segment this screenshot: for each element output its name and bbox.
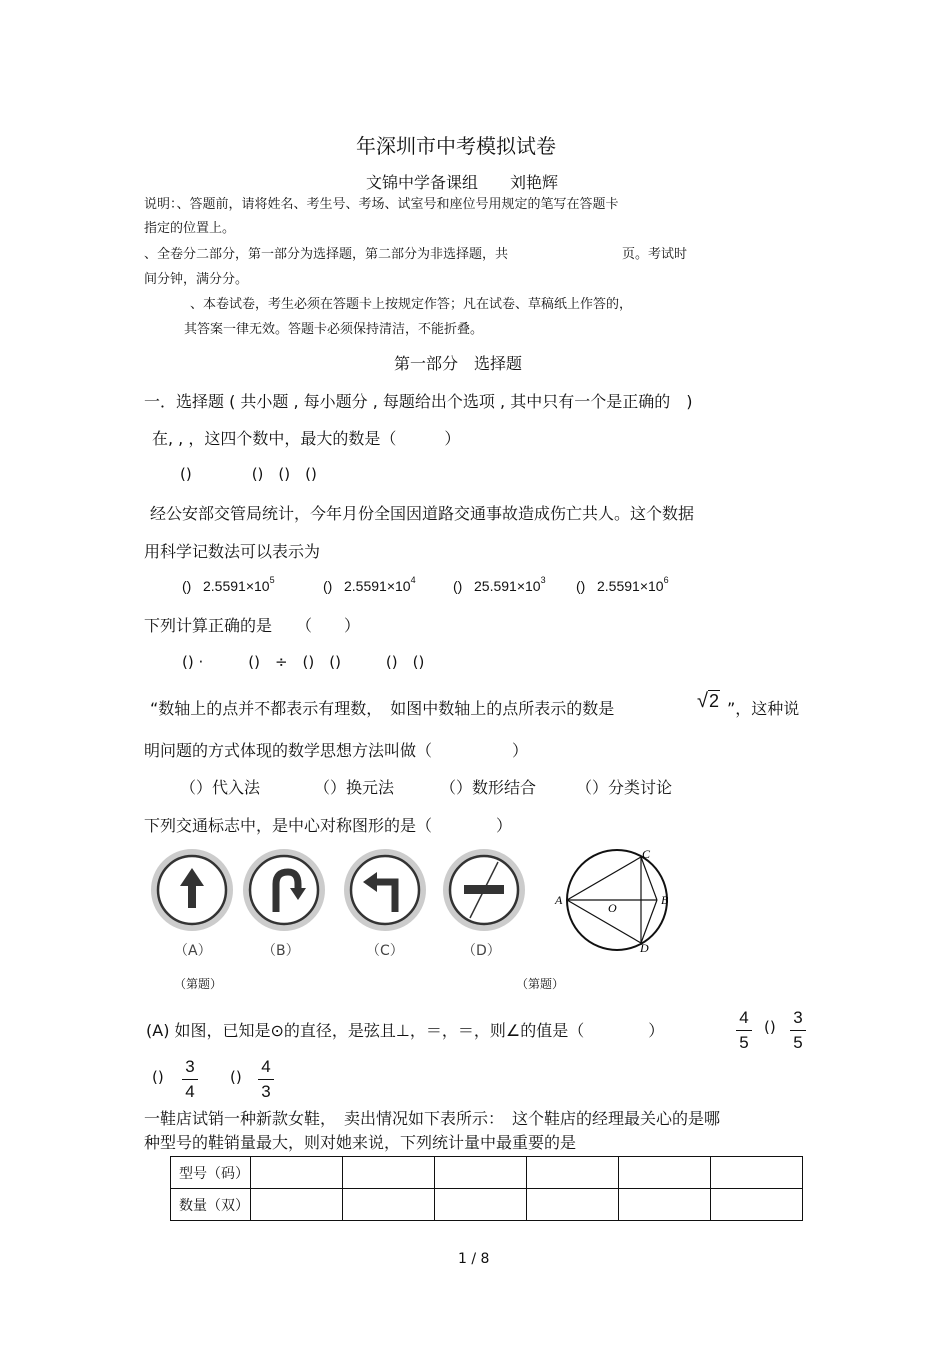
table-cell: [527, 1157, 619, 1189]
point-label-d: D: [640, 941, 649, 955]
question-stem: 下列计算正确的是 （ ）: [144, 616, 361, 635]
instruction-line: 间分钟，满分分。: [144, 272, 249, 287]
author-line: 文锦中学备课组 刘艳辉: [366, 173, 559, 192]
table-header-cell: 数量（双）: [171, 1189, 251, 1221]
shoe-sales-table: [170, 1156, 803, 1221]
circle-geometry-diagram: [553, 846, 683, 956]
figure-caption: （第题）: [174, 977, 223, 991]
sign-label-c: （C）: [366, 943, 404, 959]
question-stem: “数轴上的点并不都表示有理数， 如图中数轴上的点所表示的数是: [150, 699, 615, 718]
page-number: 1 / 8: [458, 1251, 490, 1267]
page-title: 年深圳市中考模拟试卷: [356, 134, 556, 158]
traffic-sign-b-u-turn-icon: [242, 848, 326, 932]
table-header-cell: 型号（码）: [171, 1157, 251, 1189]
traffic-sign-d-no-entry-icon: [442, 848, 526, 932]
fraction-option-a: 4 5: [736, 1008, 752, 1053]
part-heading: 第一部分 选择题: [394, 354, 523, 373]
fraction-option-b: 3 5: [790, 1008, 806, 1053]
table-cell: [619, 1189, 711, 1221]
table-cell: [619, 1157, 711, 1189]
point-label-o: O: [608, 901, 617, 915]
table-row: [171, 1189, 803, 1221]
question-stem: 一鞋店试销一种新款女鞋， 卖出情况如下表所示： 这个鞋店的经理最关心的是哪: [144, 1109, 721, 1128]
table-cell: [251, 1189, 343, 1221]
option-paren: (): [152, 1068, 164, 1086]
table-row: [171, 1157, 803, 1189]
sign-label-d: （D）: [462, 943, 501, 959]
question-stem: 明问题的方式体现的数学思想方法叫做（ ）: [144, 741, 529, 760]
sign-label-a: （A）: [174, 943, 212, 959]
option-b: （）换元法: [314, 778, 395, 797]
option-d: () $2.5591\times 10^6$: [576, 575, 669, 594]
question-stem: (A) 如图，已知是⊙的直径，是弦且⊥，＝，＝，则∠的值是（ ）: [146, 1021, 665, 1040]
option-a: （）代入法: [180, 778, 261, 797]
instruction-line: 、全卷分二部分，第一部分为选择题，第二部分为非选择题，共: [144, 247, 509, 262]
option-paren: (): [230, 1068, 242, 1086]
table-cell: [343, 1189, 435, 1221]
table-cell: [435, 1189, 527, 1221]
table-cell: [343, 1157, 435, 1189]
instruction-line: 其答案一律无效。答题卡必须保持清洁，不能折叠。: [184, 322, 484, 337]
sign-label-b: （B）: [262, 943, 300, 959]
fraction-option-d: 4 3: [258, 1057, 274, 1102]
question-options: () () () (): [180, 465, 317, 483]
question-stem: 下列交通标志中，是中心对称图形的是（ ）: [144, 816, 513, 835]
section-title: 一．选择题 ( 共小题 , 每小题分 , 每题给出个选项 , 其中只有一个是正确的 ): [144, 392, 693, 411]
question-stem: 经公安部交管局统计，今年月份全国因道路交通事故造成伤亡共人。这个数据: [150, 504, 695, 523]
instruction-line: 页。考试时: [622, 247, 688, 262]
question-options: () · () ÷ () () () (): [182, 653, 425, 671]
question-stem: 用科学记数法可以表示为: [144, 542, 321, 561]
option-paren: (): [764, 1018, 776, 1036]
instruction-line: 说明：、答题前，请将姓名、考生号、考场、试室号和座位号用规定的笔写在答题卡: [144, 197, 619, 212]
option-d: （）分类讨论: [576, 778, 673, 797]
table-cell: [527, 1189, 619, 1221]
point-label-a: A: [555, 893, 563, 907]
question-stem: 种型号的鞋销量最大，则对她来说，下列统计量中最重要的是: [144, 1133, 577, 1152]
table-cell: [435, 1157, 527, 1189]
point-label-c: C: [642, 847, 651, 861]
point-label-b: B: [661, 893, 669, 907]
question-stem: 在, , ，这四个数中，最大的数是（ ）: [152, 429, 461, 448]
figure-caption: （第题）: [516, 977, 565, 991]
table-cell: [251, 1157, 343, 1189]
option-c: （）数形结合: [440, 778, 537, 797]
option-c: () $25.591\times 10^3$: [453, 575, 546, 594]
option-b: () $2.5591\times 10^4$: [323, 575, 416, 594]
sqrt-expression: √2: [697, 690, 719, 712]
option-a: () $2.5591\times 10^5$: [182, 575, 275, 594]
question-stem: ”，这种说: [727, 699, 800, 718]
table-cell: [711, 1189, 803, 1221]
traffic-sign-a-straight-arrow-icon: [150, 848, 234, 932]
table-cell: [711, 1157, 803, 1189]
fraction-option-c: 3 4: [182, 1057, 198, 1102]
instruction-line: 指定的位置上。: [144, 221, 236, 236]
traffic-sign-c-left-turn-icon: [343, 848, 427, 932]
instruction-line: 、本卷试卷，考生必须在答题卡上按规定作答；凡在试卷、草稿纸上作答的，: [190, 297, 633, 312]
